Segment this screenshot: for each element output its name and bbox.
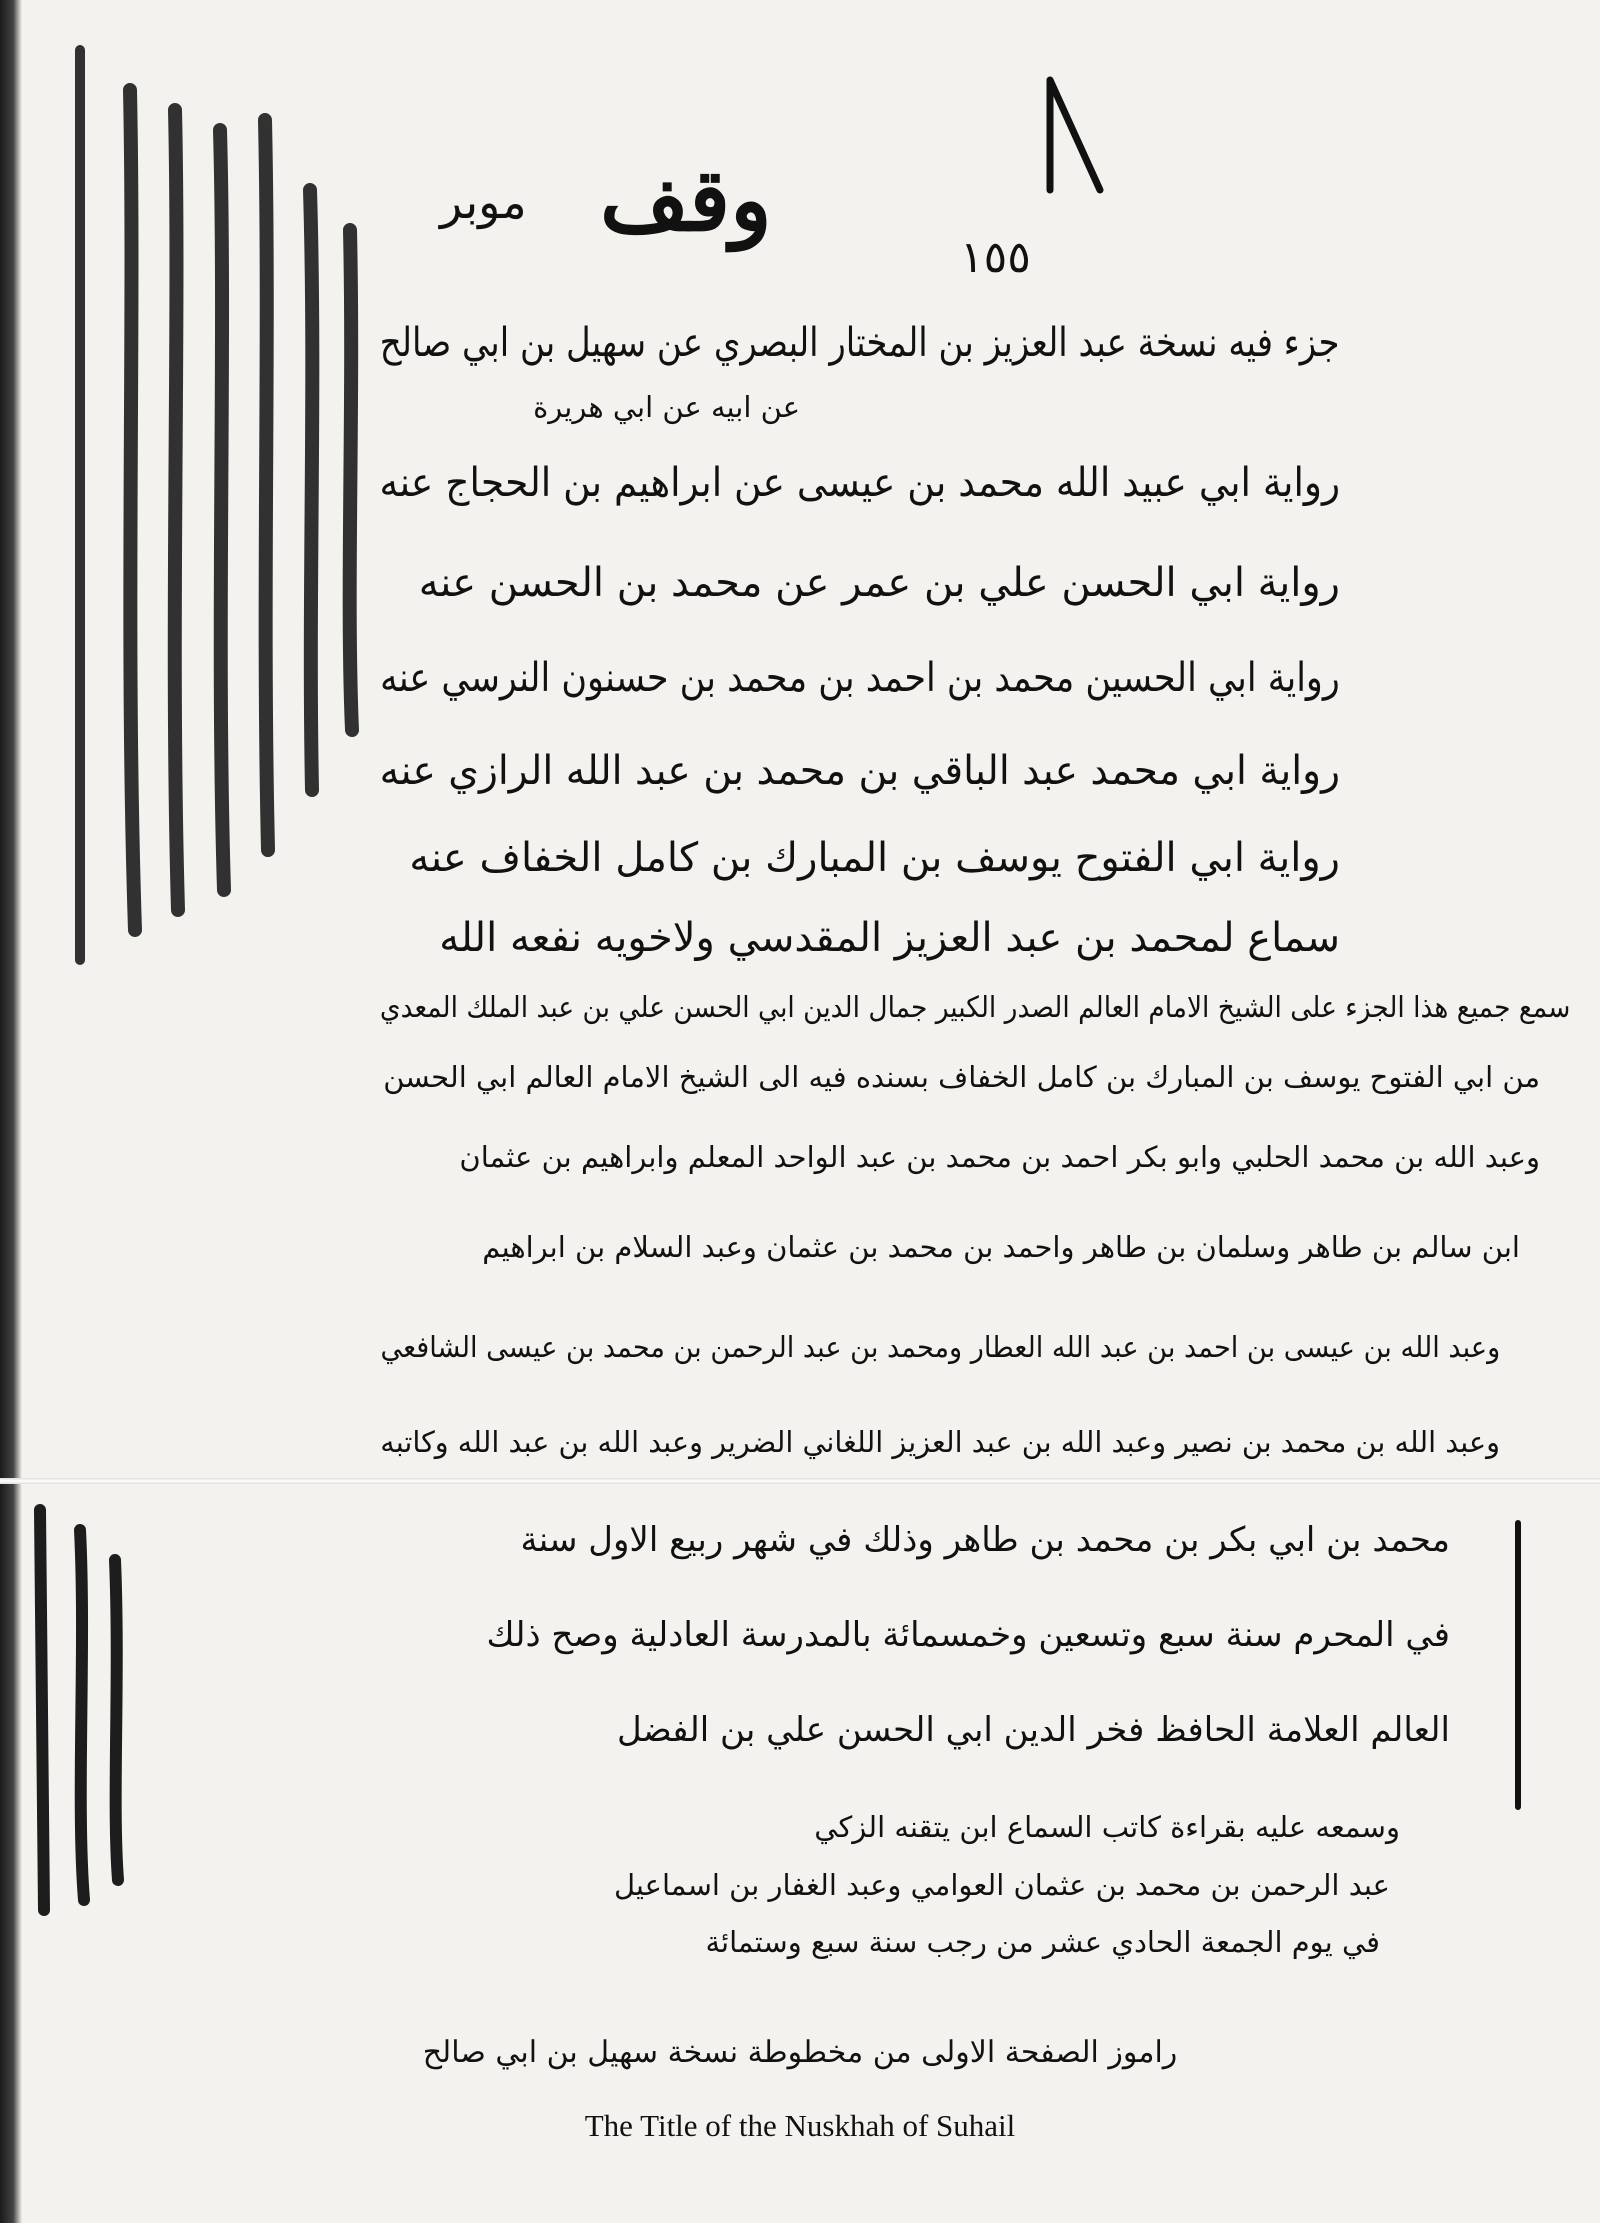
ms-line-6: رواية ابي محمد عبد الباقي بن محمد بن عبد الله الرازي عنه: [379, 748, 1340, 794]
ms-line-7: رواية ابي الفتوح يوسف بن المبارك بن كامل الخفاف عنه: [409, 835, 1340, 881]
scan-edge: [0, 0, 22, 2223]
margin-notes: [40, 30, 370, 970]
caption-arabic: راموز الصفحة الاولى من مخطوطة نسخة سهيل بن ابي صالح: [422, 2035, 1178, 2070]
ms-line-8: سماع لمحمد بن عبد العزيز المقدسي ولاخويه نفعه الله: [439, 915, 1340, 961]
ms-line-12: ابن سالم بن طاهر وسلمان بن طاهر واحمد بن محمد بن عثمان وعبد السلام بن ابراهيم: [482, 1230, 1520, 1264]
ms-line-19: عبد الرحمن بن محمد بن عثمان العوامي وعبد الغفار بن اسماعيل: [613, 1868, 1390, 1902]
waqf-subheading: موبر: [440, 175, 527, 229]
margin-notes-lower: [20, 1500, 130, 1920]
ms-line-11: وعبد الله بن محمد الحلبي وابو بكر احمد بن محمد بن عبد الواحد المعلم وابراهيم بن عثمان: [459, 1140, 1540, 1174]
margin-bracket: [1515, 1520, 1521, 1810]
folio-number: ١٥٥: [960, 232, 1031, 283]
scan-fold-line: [0, 1478, 1600, 1484]
waqf-heading: وقف: [600, 150, 772, 251]
ms-line-3: رواية ابي عبيد الله محمد بن عيسى عن ابراهيم بن الحجاج عنه: [379, 460, 1340, 506]
ms-line-13: وعبد الله بن عيسى بن احمد بن عبد الله العطار ومحمد بن عبد الرحمن بن محمد بن عيسى الشافعي: [380, 1330, 1500, 1364]
ms-line-16: في المحرم سنة سبع وتسعين وخمسمائة بالمدرسة العادلية وصح ذلك: [486, 1615, 1450, 1655]
ms-line-10: من ابي الفتوح يوسف بن المبارك بن كامل الخفاف بسنده فيه الى الشيخ الامام العالم ابي الحسن: [383, 1060, 1540, 1094]
ms-line-20: في يوم الجمعة الحادي عشر من رجب سنة سبع وستمائة: [705, 1925, 1380, 1959]
ms-line-15: محمد بن ابي بكر بن محمد بن طاهر وذلك في شهر ربيع الاول سنة: [520, 1520, 1450, 1560]
ms-line-9: سمع جميع هذا الجزء على الشيخ الامام العالم الصدر الكبير جمال الدين ابي الحسن علي بن عبد الملك المعدي: [379, 990, 1570, 1024]
ms-line-14: وعبد الله بن محمد بن نصير وعبد الله بن عبد العزيز اللغاني الضرير وعبد الله بن عبد الله وكاتبه: [380, 1425, 1500, 1459]
ms-line-17: العالم العلامة الحافظ فخر الدين ابي الحسن علي بن الفضل: [616, 1710, 1450, 1750]
caption-english: The Title of the Nuskhah of Suhail: [584, 2108, 1016, 2143]
ms-line-1: جزء فيه نسخة عبد العزيز بن المختار البصري عن سهيل بن ابي صالح: [380, 320, 1340, 366]
ms-line-4: رواية ابي الحسن علي بن عمر عن محمد بن الحسن عنه: [418, 560, 1340, 606]
ms-line-5: رواية ابي الحسين محمد بن احمد بن محمد بن حسنون النرسي عنه: [380, 655, 1340, 701]
folio-mark: [1030, 70, 1110, 200]
ms-line-2: عن ابيه عن ابي هريرة: [533, 390, 800, 424]
ms-line-18: وسمعه عليه بقراءة كاتب السماع ابن يتقنه الزكي: [814, 1810, 1400, 1844]
